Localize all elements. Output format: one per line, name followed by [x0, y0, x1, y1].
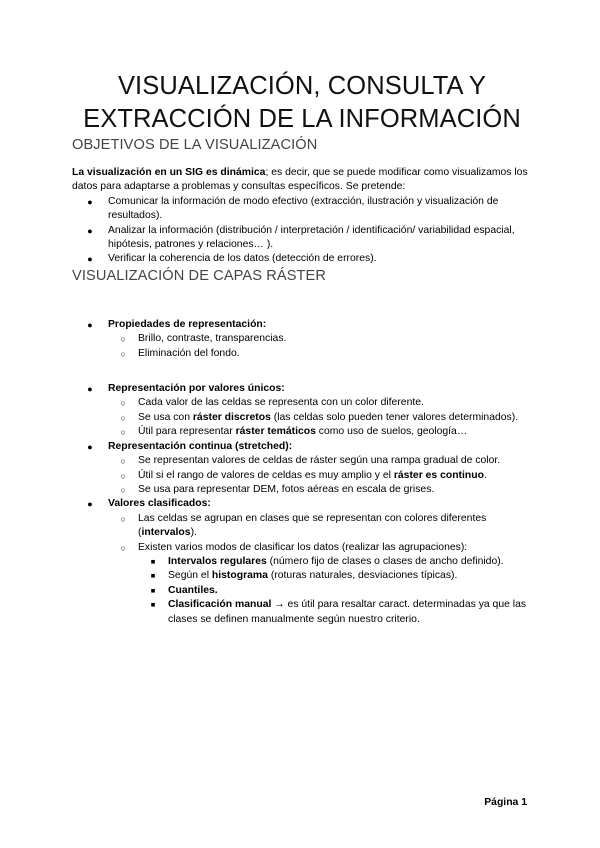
list-item: ○ Eliminación del fondo.	[108, 347, 532, 361]
sub-list	[108, 454, 532, 497]
list-item: ○ Útil para representar ráster temáticos como uso de suelos, geología…	[108, 425, 532, 439]
section-heading-objetivos: OBJETIVOS DE LA VISUALIZACIÓN	[72, 137, 318, 153]
intro-rest: ; es decir, que se puede modificar como visualizamos los datos para adaptarse a problemas y consultas específicos. Se pretende:	[72, 167, 528, 193]
intro-bold: La visualización en un SIG es dinámica	[72, 167, 266, 178]
square-bullet-icon: ■	[150, 585, 156, 595]
square-bullet-icon: ■	[150, 600, 156, 610]
list-item: ○ Útil si el rango de valores de celdas es muy amplio y el ráster es continuo.	[108, 469, 532, 483]
circle-bullet-icon: ○	[120, 427, 126, 438]
objetivos-list	[72, 195, 532, 267]
list-item: ● Verificar la coherencia de los datos (detección de errores).	[72, 252, 532, 266]
list-item: ○ Cada valor de las celdas se representa con un color diferente.	[108, 396, 532, 410]
sub-sub-list	[138, 555, 532, 627]
list-item: ● Propiedades de representación: ○ Brillo, contraste, transparencias. ○ Eliminación del fondo.	[72, 318, 532, 361]
bullet-icon: ●	[87, 319, 93, 330]
representaciones-list	[72, 382, 532, 627]
bullet-icon: ●	[87, 499, 93, 510]
document-page	[72, 70, 532, 627]
circle-bullet-icon: ○	[120, 484, 126, 495]
bullet-icon: ●	[87, 225, 93, 236]
intro-paragraph	[72, 166, 532, 195]
square-bullet-icon: ■	[150, 571, 156, 581]
title-line-2: EXTRACCIÓN DE LA INFORMACIÓN	[83, 105, 521, 133]
circle-bullet-icon: ○	[120, 398, 126, 409]
list-item: ○ Se usa para representar DEM, fotos aéreas en escala de grises.	[108, 483, 532, 497]
list-item: ● Analizar la información (distribución / interpretación / identificación/ variabilidad espacial, hipótesis, patrones y relaciones… ).	[72, 224, 532, 253]
title-line-1: VISUALIZACIÓN, CONSULTA Y	[117, 72, 487, 100]
bullet-icon: ●	[87, 254, 93, 265]
bullet-icon: ●	[87, 441, 93, 452]
list-item: ■ Intervalos regulares (número fijo de clases o clases de ancho definido).	[138, 555, 532, 569]
circle-bullet-icon: ○	[120, 542, 126, 553]
page-number: Página 1	[484, 797, 527, 808]
bullet-icon: ●	[87, 196, 93, 207]
section-heading-raster: VISUALIZACIÓN DE CAPAS RÁSTER	[72, 267, 327, 284]
list-item: ● Representación continua (stretched): ○ Se representan valores de celdas de ráster según una rampa gradual de color. ○ Útil si el rango de valores de celdas es muy amplio y el ráster es continuo. ○ Se usa para representar DEM, fotos aéreas en escala de grises.	[72, 440, 532, 498]
circle-bullet-icon: ○	[120, 348, 126, 359]
list-item: ○ Brillo, contraste, transparencias.	[108, 332, 532, 346]
circle-bullet-icon: ○	[120, 470, 126, 481]
list-item: ■ Clasificación manual → es útil para resaltar caract. determinadas ya que las clases se definen manualmente según nuestro criterio.	[138, 598, 532, 627]
list-item: ● Valores clasificados: ○ Las celdas se agrupan en clases que se representan con colores diferentes (intervalos). ○ Existen varios modos de clasificar los datos (realizar las agrupaciones): ■ Intervalos regulares (número fijo de clases o clases de ancho definido). ■ Según el histograma (roturas naturales, desviaciones típicas). ■ Cuantiles. ■ Clasificación manual → es útil para resaltar caract. determinadas ya que las clases se definen manualmente según nuestro criterio.	[72, 497, 532, 627]
circle-bullet-icon: ○	[120, 412, 126, 423]
list-item: ● Representación por valores únicos: ○ Cada valor de las celdas se representa con un color diferente. ○ Se usa con ráster discretos (las celdas solo pueden tener valores determinados). ○ Útil para representar ráster temáticos como uso de suelos, geología…	[72, 382, 532, 440]
square-bullet-icon: ■	[150, 556, 156, 566]
sub-list	[108, 396, 532, 439]
circle-bullet-icon: ○	[120, 334, 126, 345]
document-title	[72, 70, 532, 136]
sub-list	[108, 332, 532, 361]
list-item: ○ Existen varios modos de clasificar los datos (realizar las agrupaciones): ■ Intervalos regulares (número fijo de clases o clases de ancho definido). ■ Según el histograma (roturas naturales, desviaciones típicas). ■ Cuantiles. ■ Clasificación manual → es útil para resaltar caract. determinadas ya que las clases se definen manualmente según nuestro criterio.	[108, 541, 532, 627]
list-item: ○ Se representan valores de celdas de ráster según una rampa gradual de color.	[108, 454, 532, 468]
circle-bullet-icon: ○	[120, 456, 126, 467]
sub-list	[108, 512, 532, 627]
list-item: ○ Las celdas se agrupan en clases que se representan con colores diferentes (intervalos).	[108, 512, 532, 541]
list-item: ○ Se usa con ráster discretos (las celdas solo pueden tener valores determinados).	[108, 411, 532, 425]
list-item: ● Comunicar la información de modo efectivo (extracción, ilustración y visualización de resultados).	[72, 195, 532, 224]
bullet-icon: ●	[87, 384, 93, 395]
circle-bullet-icon: ○	[120, 513, 126, 524]
propiedades-list	[72, 318, 532, 361]
list-item: ■ Cuantiles.	[138, 584, 532, 598]
list-item: ■ Según el histograma (roturas naturales, desviaciones típicas).	[138, 569, 532, 583]
